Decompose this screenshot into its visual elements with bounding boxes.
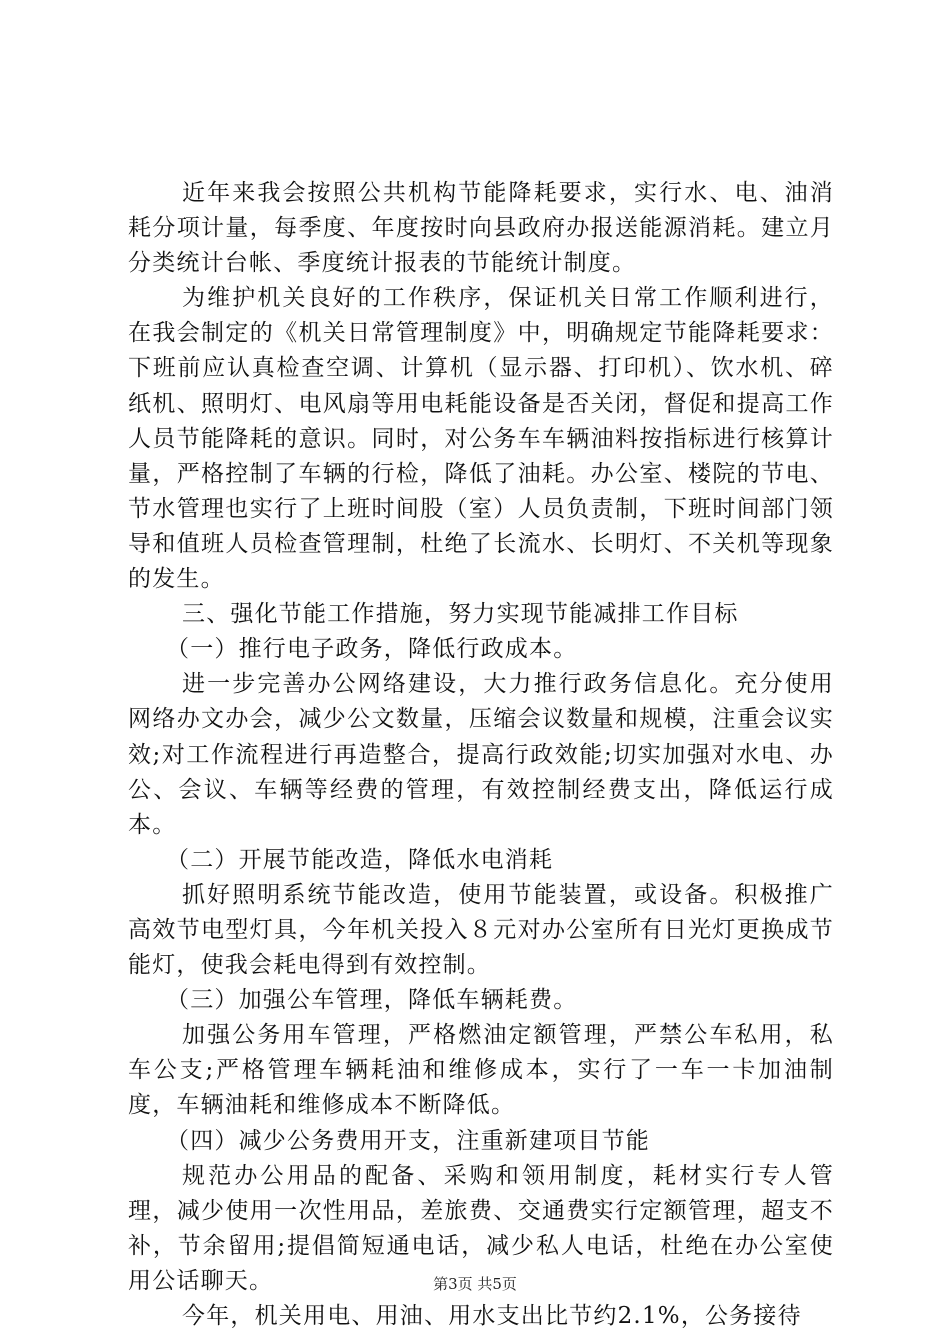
body-paragraph: 规范办公用品的配备、采购和领用制度，耗材实行专人管理，减少使用一次性用品，差旅费、交通费实行定额管理，超支不补，节余留用;提倡简短通电话，减少私人电话，杜绝在办公室使用公话聊天。 [128,1162,834,1294]
body-paragraph: 进一步完善办公网络建设，大力推行政务信息化。充分使用网络办文办会，减少公文数量，压缩会议数量和规模，注重会议实效;对工作流程进行再造整合，提高行政效能;切实加强对水电、办公、会议、车辆等经费的管理，有效控制经费支出，降低运行成本。 [128,671,834,838]
page-number-footer: 第3页 共5页 [433,1275,517,1293]
subsection-heading: （二）开展节能改造，降低水电消耗 [166,846,554,873]
body-paragraph: 今年，机关用电、用油、用水支出比节约2.1%，公务接待 [182,1303,802,1329]
section-heading: 三、强化节能工作措施，努力实现节能减排工作目标 [182,601,739,628]
subsection-heading: （四）减少公务费用开支，注重新建项目节能 [166,1127,650,1154]
document-body [128,176,834,1334]
body-paragraph: 抓好照明系统节能改造，使用节能装置，或设备。积极推广高效节电型灯具，今年机关投入８元对办公室所有日光灯更换成节能灯，使我会耗电得到有效控制。 [128,881,834,979]
body-paragraph: 加强公务用车管理，严格燃油定额管理，严禁公车私用，私车公支;严格管理车辆耗油和维修成本，实行了一车一卡加油制度，车辆油耗和维修成本不断降低。 [128,1022,834,1119]
body-paragraph: 为维护机关良好的工作秩序，保证机关日常工作顺利进行，在我会制定的《机关日常管理制度》中，明确规定节能降耗要求：下班前应认真检查空调、计算机（显示器、打印机）、饮水机、碎纸机、照明灯、电风扇等用电耗能设备是否关闭，督促和提高工作人员节能降耗的意识。同时，对公务车车辆油料按指标进行核算计量，严格控制了车辆的行检，降低了油耗。办公室、楼院的节电、节水管理也实行了上班时间股（室）人员负责制，下班时间部门领导和值班人员检查管理制，杜绝了长流水、长明灯、不关机等现象的发生。 [128,285,834,593]
subsection-heading: （一）推行电子政务，降低行政成本。 [166,636,578,663]
subsection-heading: （三）加强公车管理，降低车辆耗费。 [166,987,578,1014]
body-paragraph: 近年来我会按照公共机构节能降耗要求，实行水、电、油消耗分项计量，每季度、年度按时向县政府办报送能源消耗。建立月分类统计台帐、季度统计报表的节能统计制度。 [128,180,834,277]
